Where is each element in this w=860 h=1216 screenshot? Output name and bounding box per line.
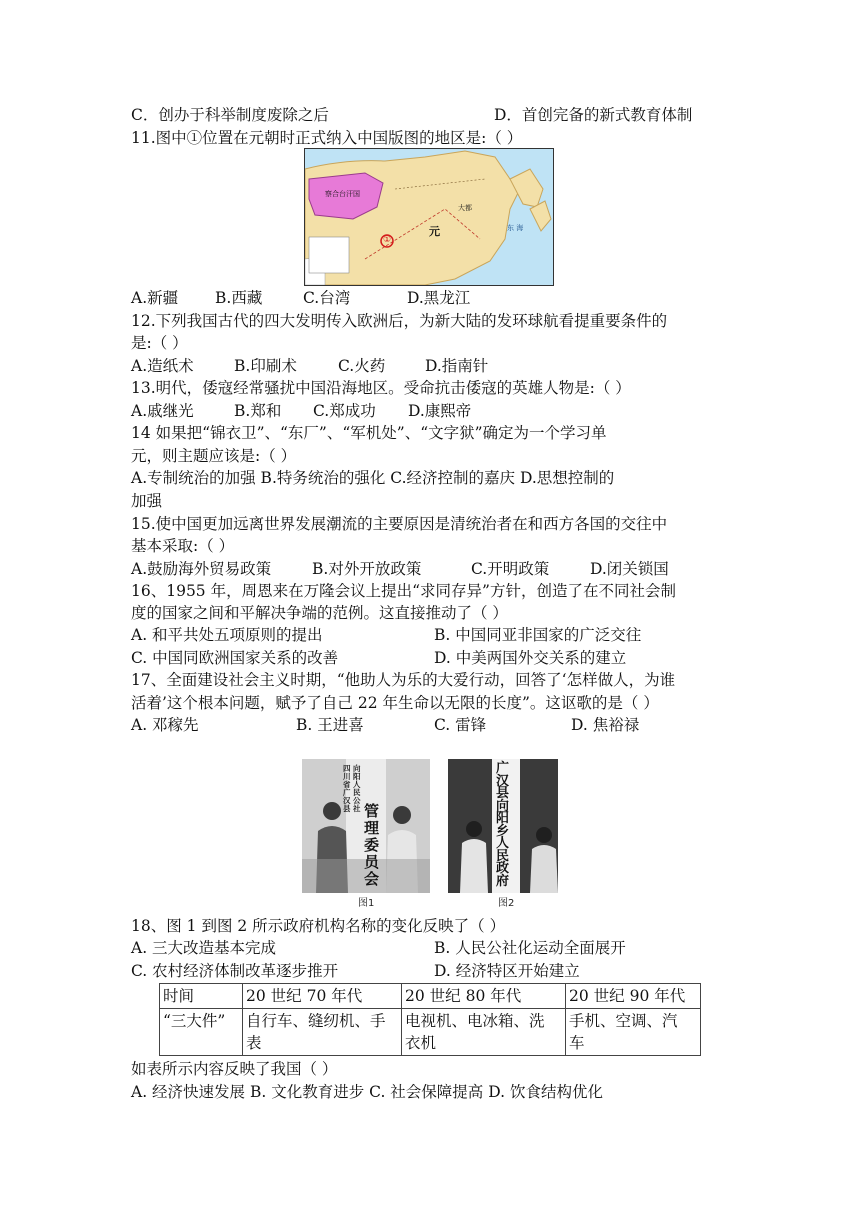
- table-cell: [402, 1009, 566, 1056]
- q18-option-a: A. 三大改造基本完成: [131, 939, 277, 957]
- q12-stem-line2: 是:（ ）: [131, 334, 188, 352]
- yuan-map: [304, 148, 554, 286]
- q18-option-d: D. 经济特区开始建立: [434, 962, 580, 980]
- photo-figure-1: [302, 759, 430, 893]
- q17-option-c: C. 雷锋: [434, 716, 487, 734]
- table-cell: [566, 1009, 701, 1056]
- q15-stem-line2: 基本采取:（ ）: [131, 537, 235, 555]
- q10-option-c: C．创办于科举制度废除之后: [131, 106, 329, 124]
- q19-stem: 如表所示内容反映了我国（ ）: [131, 1060, 338, 1078]
- q17-option-b: B. 王进喜: [296, 716, 364, 734]
- q16-stem-line1: 16、1955 年，周恩来在万隆会议上提出“求同存异”方针，创造了在不同社会制: [131, 582, 676, 600]
- figure-1-caption: 图1: [358, 898, 375, 909]
- q17-option-d: D. 焦裕禄: [571, 716, 640, 734]
- table-cell-text: “三大件”: [163, 1012, 226, 1030]
- photo-figure-2: [448, 759, 558, 893]
- q15-option-b: B.对外开放政策: [312, 560, 422, 578]
- q18-option-b: B. 人民公社化运动全面展开: [434, 939, 626, 957]
- sign-main-text: 管理委员会: [364, 802, 380, 888]
- q17-option-a: A. 邓稼先: [131, 716, 199, 734]
- sign-main-text: 广汉县向阳乡人民政府: [496, 761, 510, 889]
- q13-option-b: B.郑和: [234, 402, 282, 420]
- sign-sub-line-1: 向阳人民公社: [353, 764, 361, 813]
- q14-stem-line1: 14 如果把“锦衣卫”、“东厂”、“军机处”、“文字狱”确定为一个学习单: [131, 424, 607, 442]
- table-row-label: [160, 1009, 243, 1056]
- q10-option-d: D．首创完备的新式教育体制: [494, 106, 693, 124]
- q12-option-d: D.指南针: [425, 357, 489, 375]
- table-header-cell: 20 世纪 90 年代: [566, 984, 701, 1009]
- q11-option-d: D.黑龙江: [407, 289, 471, 307]
- durables-table: [159, 983, 701, 1056]
- q18-stem: 18、图 1 到图 2 所示政府机构名称的变化反映了（ ）: [131, 917, 506, 935]
- q16-option-a: A. 和平共处五项原则的提出: [131, 626, 323, 644]
- figure-2-caption: 图2: [498, 898, 515, 909]
- table-row: [160, 1009, 701, 1056]
- q19-options-line: A. 经济快速发展 B. 文化教育进步 C. 社会保障提高 D. 饮食结构优化: [131, 1083, 603, 1101]
- table-cell-text: 手机、空调、汽: [569, 1012, 678, 1030]
- map-marker-1: ①: [383, 235, 392, 245]
- q15-option-c: C.开明政策: [471, 560, 550, 578]
- q14-stem-line2: 元，则主题应该是:（ ）: [131, 447, 297, 465]
- q15-option-a: A.鼓励海外贸易政策: [131, 560, 272, 578]
- map-region-label: 察合台汗国: [325, 190, 360, 198]
- q13-option-d: D.康熙帝: [408, 402, 472, 420]
- table-cell-text: 表: [246, 1034, 262, 1052]
- table-header-cell: 20 世纪 80 年代: [402, 984, 566, 1009]
- q13-option-a: A.戚继光: [131, 402, 194, 420]
- map-graphic: [305, 149, 553, 285]
- sign-sub-line-2: 四川省广汉县: [343, 764, 351, 813]
- q13-stem: 13.明代，倭寇经常骚扰中国沿海地区。受命抗击倭寇的英雄人物是:（ ）: [131, 379, 631, 397]
- table-row: [160, 984, 701, 1009]
- map-city-label: 大都: [458, 204, 472, 212]
- table-header-cell: 时间: [160, 984, 243, 1009]
- q11-option-b: B.西藏: [215, 289, 263, 307]
- q17-stem-line1: 17、全面建设社会主义时期，“他助人为乐的大爱行动，回答了‘怎样做人，为谁: [131, 671, 676, 689]
- table-cell-text: 自行车、缝纫机、手: [246, 1012, 386, 1030]
- map-sea-label: 东 海: [507, 224, 524, 232]
- q12-option-b: B.印刷术: [234, 357, 297, 375]
- q16-option-d: D. 中美两国外交关系的建立: [434, 649, 627, 667]
- table-header-cell: 20 世纪 70 年代: [243, 984, 402, 1009]
- table-cell-text: 电视机、电冰箱、洗: [405, 1012, 545, 1030]
- q16-stem-line2: 度的国家之间和平解决争端的范例。这直接推动了（ ）: [131, 604, 508, 622]
- q12-option-a: A.造纸术: [131, 357, 194, 375]
- q14-options-wrap: 加强: [131, 492, 163, 510]
- table-cell-text: 车: [569, 1034, 585, 1052]
- q14-options-line: A.专制统治的加强 B.特务统治的强化 C.经济控制的嘉庆 D.思想控制的: [131, 469, 615, 487]
- q16-option-c: C. 中国同欧洲国家关系的改善: [131, 649, 339, 667]
- q16-option-b: B. 中国同亚非国家的广泛交往: [434, 626, 642, 644]
- q11-option-a: A.新疆: [131, 289, 179, 307]
- q17-stem-line2: 活着’这个根本问题，赋予了自己 22 年生命以无限的长度”。这讴歌的是（ ）: [131, 694, 659, 712]
- q11-stem: 11.图中①位置在元朝时正式纳入中国版图的地区是:（ ）: [131, 129, 523, 147]
- q12-option-c: C.火药: [338, 357, 386, 375]
- q11-option-c: C.台湾: [303, 289, 351, 307]
- map-yuan-label: 元: [429, 225, 440, 238]
- q13-option-c: C.郑成功: [313, 402, 376, 420]
- q15-option-d: D.闭关锁国: [590, 560, 669, 578]
- q12-stem-line1: 12.下列我国古代的四大发明传入欧洲后，为新大陆的发环球航看提重要条件的: [131, 312, 668, 330]
- table-cell-text: 衣机: [405, 1034, 437, 1052]
- q18-option-c: C. 农村经济体制改革逐步推开: [131, 962, 339, 980]
- q15-stem-line1: 15.使中国更加远离世界发展潮流的主要原因是清统治者在和西方各国的交往中: [131, 515, 668, 533]
- table-cell: [243, 1009, 402, 1056]
